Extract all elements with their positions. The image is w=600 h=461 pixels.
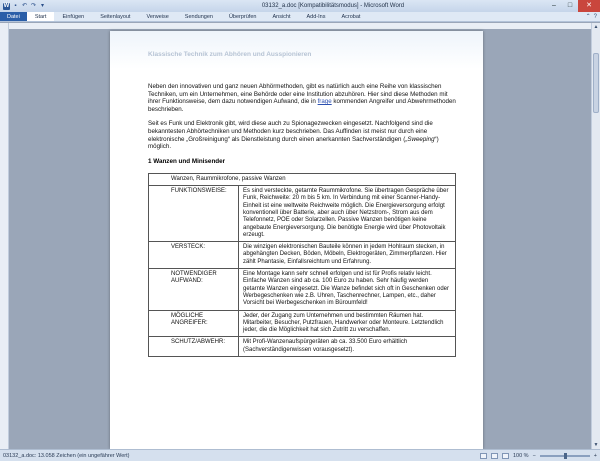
- zoom-slider-knob[interactable]: [564, 453, 567, 459]
- vertical-scrollbar[interactable]: [591, 23, 600, 449]
- close-icon[interactable]: ✕: [578, 0, 600, 12]
- table-label-cell[interactable]: FUNKTIONSWEISE:: [149, 186, 239, 242]
- table-label-cell[interactable]: VERSTECK:: [149, 242, 239, 269]
- paragraph-electronics-text-b: “) möglich.: [148, 135, 439, 151]
- window-controls: [546, 0, 600, 12]
- zoom-level[interactable]: 100 %: [512, 452, 529, 459]
- table-text-cell[interactable]: Es sind versteckte, getarnte Raummikrofone. Sie übertragen Gespräche über Funk, Reichweite: 20 m bis 5 km. In Verbindung mit einer Scanner-Handy-Einheit ist eine weltweite Reichweite möglich. Die Energieversorgung erfolgt konventionell über Batterie, aber auch über Netzstrom-, Strom aus dem Telefonnetz, POE oder Solarzellen. Passive Wanzen benötigen keine angebaute Energieversorgung. Die benötigte Energie wird über Photovoltaik erzeugt.: [239, 186, 456, 242]
- status-bar: [0, 449, 600, 461]
- table-row: [149, 337, 456, 357]
- paragraph-electronics[interactable]: [148, 120, 457, 150]
- paragraph-intro-text-a: Neben den innovativen und ganz neuen Abhörmethoden, gibt es natürlich auch eine Reihe von klassischen Techniken, um ein Unternehmen, eine Behörde oder eine Institution abzuhören. Hier sind diese Methoden mit ihrer Funktionsweise, dem dazu notwendigen Aufwand, die in: [148, 83, 448, 106]
- tab-datei[interactable]: Datei: [0, 12, 27, 21]
- word-logo-icon[interactable]: W: [3, 2, 10, 9]
- table-text-cell[interactable]: Mit Profi-Wanzenaufspürgeräten ab ca. 33.500 Euro erhältlich (Sachverständigenwissen vorausgesetzt).: [239, 337, 456, 357]
- table-text-cell[interactable]: Die winzigen elektronischen Bauteile können in jedem Hohlraum stecken, in abgehängten Decken, Böden, Möbeln, Elektrogeräten, Zimmerpflanzen. Hier zählt Phantasie, Einfallsreichtum und Erfahrung.: [239, 242, 456, 269]
- full-screen-view-icon[interactable]: [491, 453, 498, 459]
- document-header-title: Klassische Technik zum Abhören und Ausspionieren: [148, 51, 312, 58]
- paragraph-intro-text-b: kommenden Angreifer und Abwehrmethoden beschrieben.: [148, 98, 456, 113]
- page-header: [110, 31, 483, 69]
- tab-add-ins[interactable]: Add-Ins: [306, 14, 326, 20]
- minimize-icon[interactable]: –: [552, 2, 556, 9]
- tab-seitenlayout[interactable]: Seitenlayout: [100, 14, 131, 20]
- window-title: 03132_a.doc [Kompatibilitätsmodus] - Microsoft Word: [261, 3, 405, 9]
- title-bar: [0, 0, 600, 12]
- save-icon[interactable]: ▪: [14, 2, 17, 9]
- table-header-row: [149, 173, 456, 185]
- horizontal-ruler: [9, 23, 591, 29]
- document-page[interactable]: [110, 31, 483, 449]
- tab-einfuegen[interactable]: Einfügen: [62, 14, 85, 20]
- scrollbar-thumb[interactable]: [593, 53, 599, 113]
- tab-acrobat[interactable]: Acrobat: [341, 14, 361, 20]
- table-text-cell[interactable]: Eine Montage kann sehr schnell erfolgen und ist für Profis relativ leicht. Einfache Wanzen sind ab ca. 100 Euro zu haben. Sehr häufig werden getarnte Wanzen eingesetzt. Die Wanze befindet sich oft in Geschenken oder Werbegeschenken wie z.B. Uhren, Taschenrechner, Lampen, etc., daher Vorsicht bei Werbegeschenken im Büroumfeld!: [239, 269, 456, 310]
- paragraph-electronics-text-a: Seit es Funk und Elektronik gibt, wird diese auch zu Spionagezwecken eingesetzt. Nachfolgend sind die bekanntesten Abhörtechniken und Methoden kurz beschrieben. Das Auffinden ist meist nur durch eine elektronische „Großreinigung“ als Dienstleistung durch einen anerkannten Sachverständigen („: [148, 120, 433, 143]
- table-label-cell[interactable]: NOTWENDIGER AUFWAND:: [149, 269, 239, 310]
- print-layout-view-icon[interactable]: [480, 453, 487, 459]
- tab-ansicht[interactable]: Ansicht: [272, 14, 291, 20]
- zoom-in-icon[interactable]: +: [593, 452, 597, 459]
- ribbon-right-controls: [586, 12, 600, 21]
- table-label-cell[interactable]: MÖGLICHE ANGREIFER:: [149, 310, 239, 337]
- undo-icon[interactable]: ↶: [21, 2, 28, 9]
- ribbon-collapse-icon[interactable]: ⌃: [585, 14, 591, 20]
- paragraph-intro-link[interactable]: frage: [317, 98, 332, 106]
- spec-table[interactable]: [148, 173, 456, 357]
- table-label-cell[interactable]: SCHUTZ/ABWEHR:: [149, 337, 239, 357]
- paragraph-intro[interactable]: [148, 83, 457, 113]
- status-text: 03132_a.doc: 13.058 Zeichen (ein ungefährer Wert): [3, 452, 130, 459]
- tab-ueberpruefen[interactable]: Überprüfen: [228, 14, 257, 20]
- ribbon-tabs: [0, 12, 600, 22]
- maximize-icon[interactable]: □: [567, 2, 573, 9]
- tab-start[interactable]: Start: [27, 12, 55, 21]
- status-right: [480, 453, 597, 459]
- help-icon[interactable]: ?: [593, 13, 597, 20]
- web-layout-view-icon[interactable]: [502, 453, 509, 459]
- tab-verweise[interactable]: Verweise: [146, 14, 169, 20]
- document-body[interactable]: [110, 69, 483, 357]
- table-row: [149, 242, 456, 269]
- table-row: [149, 310, 456, 337]
- scroll-down-icon[interactable]: ▼: [593, 442, 599, 448]
- zoom-slider[interactable]: [540, 455, 590, 457]
- paragraph-electronics-italic: Sweeping: [407, 135, 435, 143]
- quick-access-toolbar: [0, 3, 120, 10]
- table-text-cell[interactable]: Jeder, der Zugang zum Unternehmen und bestimmten Räumen hat. Mitarbeiter, Besucher, Putzfrauen, Handwerker oder Monteure. Letztendlich jeder, die die Möglichkeit hat sich Zutritt zu verschaffen.: [239, 310, 456, 337]
- vertical-ruler: [0, 23, 9, 449]
- tab-sendungen[interactable]: Sendungen: [184, 14, 213, 20]
- table-row: [149, 269, 456, 310]
- scroll-up-icon[interactable]: ▲: [593, 24, 599, 30]
- redo-icon[interactable]: ↷: [30, 2, 37, 9]
- table-row: [149, 186, 456, 242]
- section-heading[interactable]: 1 Wanzen und Minisender: [148, 157, 226, 165]
- zoom-out-icon[interactable]: −: [532, 452, 536, 459]
- table-header-cell[interactable]: Wanzen, Raummikrofone, passive Wanzen: [149, 173, 456, 185]
- chevron-down-icon[interactable]: ▾: [40, 2, 44, 9]
